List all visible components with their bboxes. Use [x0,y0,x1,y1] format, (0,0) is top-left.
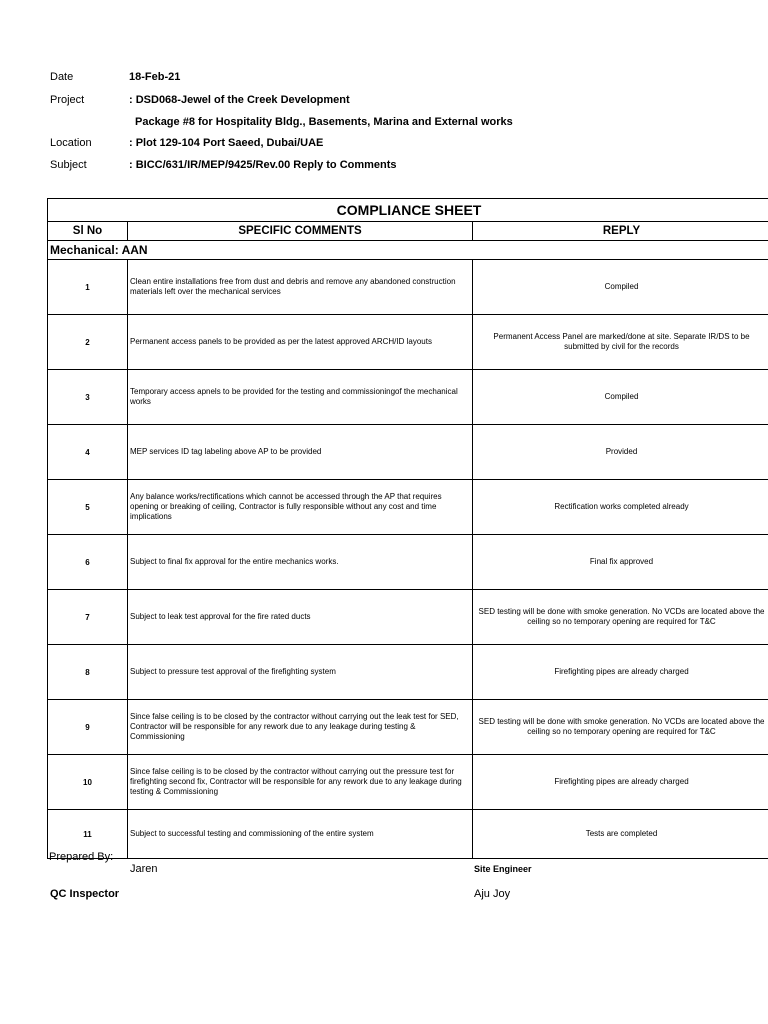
row-number: 5 [48,480,128,535]
section-heading: Mechanical: AAN [48,241,768,260]
row-reply: SED testing will be done with smoke generation. No VCDs are located above the ceiling so no temporary opening are required for T&C [473,700,768,755]
row-reply: Permanent Access Panel are marked/done at site. Separate IR/DS to be submitted by civil for the records [473,315,768,370]
column-header-reply: REPLY [473,222,768,241]
table-row [48,810,768,859]
package-value: Package #8 for Hospitality Bldg., Basements, Marina and External works [135,116,513,128]
row-number: 6 [48,535,128,590]
table-row [48,700,768,755]
project-value: : DSD068-Jewel of the Creek Development [129,94,350,106]
prepared-by-name: Jaren [130,863,158,875]
row-comment: Subject to leak test approval for the fire rated ducts [128,590,473,645]
row-reply: Provided [473,425,768,480]
table-row [48,480,768,535]
row-number: 9 [48,700,128,755]
compliance-sheet-table [47,198,768,859]
project-label: Project [50,94,85,106]
row-comment: Since false ceiling is to be closed by the contractor without carrying out the leak test for SED, Contractor will be responsible for any rework due to any leakage during testing & Commissioning [128,700,473,755]
column-header-sl-no: Sl No [48,222,128,241]
table-row [48,645,768,700]
row-number: 4 [48,425,128,480]
date-value: 18-Feb-21 [129,71,181,83]
row-number: 2 [48,315,128,370]
row-reply: Rectification works completed already [473,480,768,535]
row-reply: Firefighting pipes are already charged [473,755,768,810]
row-comment: Since false ceiling is to be closed by the contractor without carrying out the pressure test for firefighting second fix, Contractor will be responsible for any rework due to any leakage during testing & Commissioning [128,755,473,810]
subject-label: Subject [50,159,87,171]
row-reply: Tests are completed [473,810,768,859]
row-comment: Clean entire installations free from dust and debris and remove any abandoned construction materials left over the mechanical services [128,260,473,315]
table-row [48,535,768,590]
table-row [48,590,768,645]
row-reply: Compiled [473,260,768,315]
row-reply: Final fix approved [473,535,768,590]
row-reply: Firefighting pipes are already charged [473,645,768,700]
sheet-title: COMPLIANCE SHEET [48,199,768,222]
table-row [48,425,768,480]
table-row [48,260,768,315]
row-number: 7 [48,590,128,645]
location-label: Location [50,137,92,149]
row-number: 3 [48,370,128,425]
column-header-specific-comments: SPECIFIC COMMENTS [128,222,473,241]
row-comment: Subject to pressure test approval of the firefighting system [128,645,473,700]
row-comment: Any balance works/rectifications which cannot be accessed through the AP that requires opening or breaking of ceiling, Contractor is fully responsible without any cost and time implications [128,480,473,535]
location-value: : Plot 129-104 Port Saeed, Dubai/UAE [129,137,324,149]
qc-inspector-label: QC Inspector [50,888,120,900]
table-row [48,755,768,810]
row-number: 1 [48,260,128,315]
row-number: 8 [48,645,128,700]
qc-inspector-name: Aju Joy [474,888,511,900]
row-comment: Subject to successful testing and commissioning of the entire system [128,810,473,859]
row-comment: Permanent access panels to be provided as per the latest approved ARCH/ID layouts [128,315,473,370]
row-comment: Subject to final fix approval for the entire mechanics works. [128,535,473,590]
row-reply: SED testing will be done with smoke generation. No VCDs are located above the ceiling so no temporary opening are required for T&C [473,590,768,645]
site-engineer-label: Site Engineer [474,864,532,874]
table-row [48,370,768,425]
date-label: Date [50,71,74,83]
row-comment: Temporary access apnels to be provided for the testing and commissioningof the mechanical works [128,370,473,425]
prepared-by-label: Prepared By: [49,851,114,863]
row-comment: MEP services ID tag labeling above AP to be provided [128,425,473,480]
subject-value: : BICC/631/IR/MEP/9425/Rev.00 Reply to Comments [129,159,397,171]
row-number: 11 [48,810,128,859]
row-reply: Compiled [473,370,768,425]
row-number: 10 [48,755,128,810]
table-row [48,315,768,370]
